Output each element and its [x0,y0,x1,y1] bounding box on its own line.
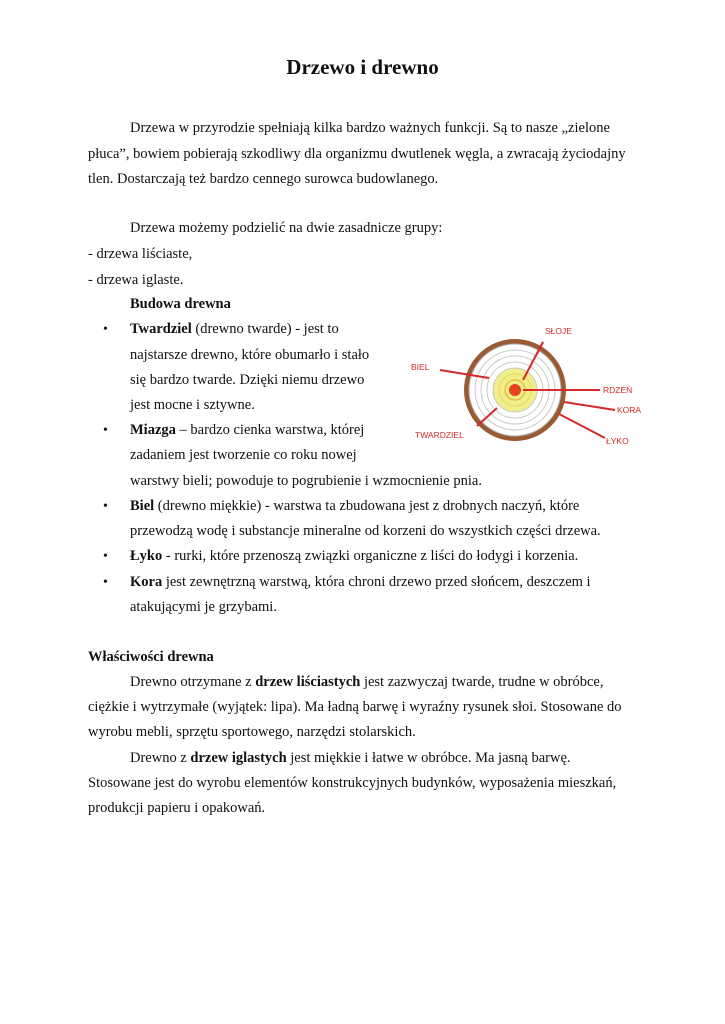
properties-p1-line-2: ciężkie i wytrzymałe (wyjątek: lipa). Ma ładną barwę i wyraźny rysunek słoi. Stosowane do [88,699,622,715]
groups-lead: Drzewa możemy podzielić na dwie zasadnicze grupy: [130,220,443,236]
intro-line-1: Drzewa w przyrodzie spełniają kilka bardzo ważnych funkcji. Są to nasze „zielone [130,120,610,136]
properties-heading: Właściwości drewna [88,649,214,665]
group-item-deciduous: - drzewa liściaste, [88,246,193,262]
twardziel-text: (drewno twarde) - jest to [191,321,339,337]
leader-lyko [559,414,605,438]
properties-p2-line-1 [130,746,571,772]
term-biel: Biel [130,498,155,514]
p2-pre: Drewno z [130,750,191,766]
label-biel: BIEL [411,362,430,372]
p1-pre: Drewno otrzymane z [130,674,256,690]
intro-line-3: tlen. Dostarczają też bardzo cennego surowca budowlanego. [88,171,439,187]
properties-p1-line-1 [130,670,604,696]
bullet-icon: • [103,549,108,564]
properties-p2-line-2: Stosowane jest do wyrobu elementów konstrukcyjnych budynków, wyposażenia mieszkań, [88,775,617,791]
term-lyko: Łyko [130,548,163,564]
structure-heading: Budowa drewna [130,296,231,312]
label-twardziel: TWARDZIEL [415,430,464,440]
intro-line-2: płuca”, bowiem pobierają szkodliwy dla organizmu dwutlenek węgla, a zwracają życiodajny [88,146,626,162]
twardziel-line-2: najstarsze drewno, które obumarło i stało [130,347,370,363]
miazga-line-3: warstwy bieli; powoduje to pogrubienie i wzmocnienie pnia. [130,473,482,489]
bullet-miazga [130,418,364,444]
bullet-icon: • [103,499,108,514]
p1-post: jest zazwyczaj twarde, trudne w obróbce, [360,674,604,690]
tree-cross-section-diagram [405,318,645,468]
twardziel-line-4: jest mocne i sztywne. [130,397,255,413]
biel-text: (drewno miękkie) - warstwa ta zbudowana jest z drobnych naczyń, które [154,498,580,514]
miazga-line-2: zadaniem jest tworzenie co roku nowej [130,447,357,463]
properties-p2-line-3: produkcji papieru i opakowań. [88,800,266,816]
kora-line-2: atakującymi je grzybami. [130,599,277,615]
leader-kora [564,402,615,410]
bullet-twardziel [130,317,339,343]
term-miazga: Miazga [130,422,176,438]
bullet-biel [130,494,579,520]
kora-text: jest zewnętrzną warstwą, która chroni drzewo przed słońcem, deszczem i [162,574,591,590]
bullet-lyko [130,544,578,570]
term-twardziel: Twardziel [130,321,192,337]
p1-bold: drzew liściastych [255,674,361,690]
label-kora: KORA [617,405,642,415]
pith-core [509,384,521,396]
properties-p1-line-3: wyrobu mebli, sprzętu sportowego, narzędzi stolarskich. [88,724,416,740]
term-kora: Kora [130,574,163,590]
p2-post: jest miękkie i łatwe w obróbce. Ma jasną barwę. [286,750,571,766]
lyko-text: - rurki, które przenoszą związki organiczne z liści do łodygi i korzenia. [162,548,579,564]
twardziel-line-3: się bardzo twarde. Dzięki niemu drzewo [130,372,365,388]
label-lyko: ŁYKO [606,436,629,446]
bullet-icon: • [103,423,108,438]
label-rdzen: RDZEŃ [603,385,633,395]
biel-line-2: przewodzą wodę i substancje mineralne od korzeni do wszystkich części drzewa. [130,523,601,539]
bullet-icon: • [103,575,108,590]
bullet-icon: • [103,322,108,337]
page-title: Drzewo i drewno [286,55,439,79]
group-item-coniferous: - drzewa iglaste. [88,272,184,288]
bullet-kora [130,570,591,596]
label-sloje: SŁOJE [545,326,572,336]
p2-bold: drzew iglastych [190,750,287,766]
miazga-text: – bardzo cienka warstwa, której [175,422,365,438]
